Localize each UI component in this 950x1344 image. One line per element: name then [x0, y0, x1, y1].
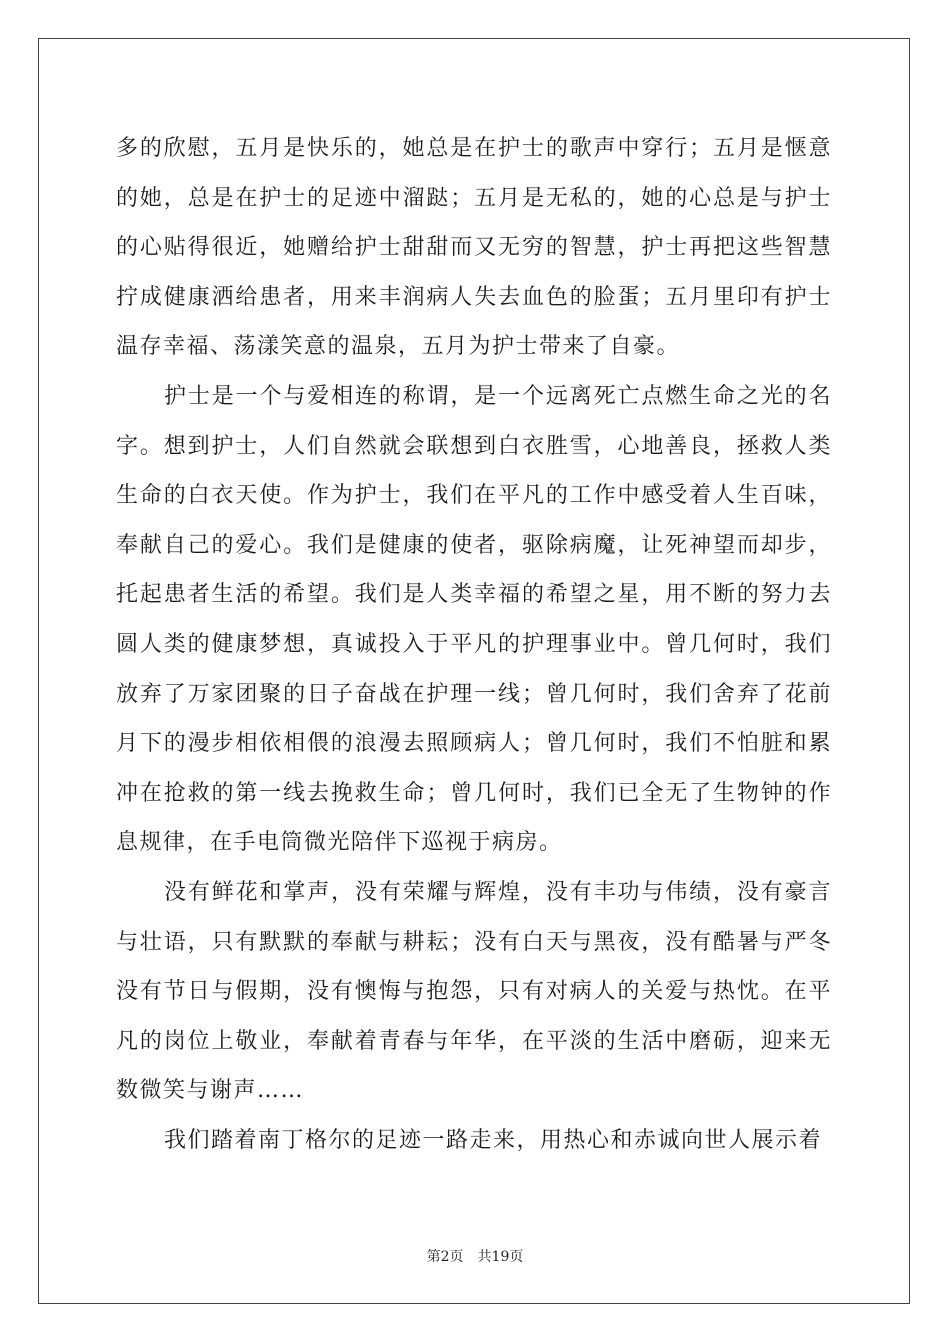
- paragraph-1: 多的欣慰，五月是快乐的，她总是在护士的歌声中穿行；五月是惬意的她，总是在护士的足迹中溜跶；五月是无私的，她的心总是与护士的心贴得很近，她赠给护士甜甜而又无穷的智慧，护士再把这些智慧拧成健康洒给患者，用来丰润病人失去血色的脸蛋；五月里印有护士温存幸福、荡漾笑意的温泉，五月为护士带来了自豪。: [116, 136, 832, 360]
- paragraph-4: 我们踏着南丁格尔的足迹一路走来，用热心和赤诚向世人展示着: [164, 1127, 823, 1153]
- paragraph-2: 护士是一个与爱相连的称谓，是一个远离死亡点燃生命之光的名字。想到护士，人们自然就会联想到白衣胜雪，心地善良，拯救人类生命的白衣天使。作为护士，我们在平凡的工作中感受着人生百味，奉献自己的爱心。我们是健康的使者，驱除病魔，让死神望而却步，托起患者生活的希望。我们是人类幸福的希望之星，用不断的努力去圆人类的健康梦想，真诚投入于平凡的护理事业中。曾几何时，我们放弃了万家团聚的日子奋战在护理一线；曾几何时，我们舍弃了花前月下的漫步相依相偎的浪漫去照顾病人；曾几何时，我们不怕脏和累冲在抢救的第一线去挽救生命；曾几何时，我们已全无了生物钟的作息规律，在手电筒微光陪伴下巡视于病房。: [116, 383, 832, 856]
- page-footer: [0, 1246, 950, 1266]
- document-body: [116, 124, 832, 1165]
- page-number: 第2页: [426, 1249, 464, 1265]
- page-total: 共19页: [477, 1249, 524, 1265]
- paragraph-3: 没有鲜花和掌声，没有荣耀与辉煌，没有丰功与伟绩，没有豪言与壮语，只有默默的奉献与耕耘；没有白天与黑夜，没有酷暑与严冬没有节日与假期，没有懊悔与抱怨，只有对病人的关爱与热忱。在平凡的岗位上敬业，奉献着青春与年华，在平淡的生活中磨砺，迎来无数微笑与谢声……: [116, 879, 832, 1104]
